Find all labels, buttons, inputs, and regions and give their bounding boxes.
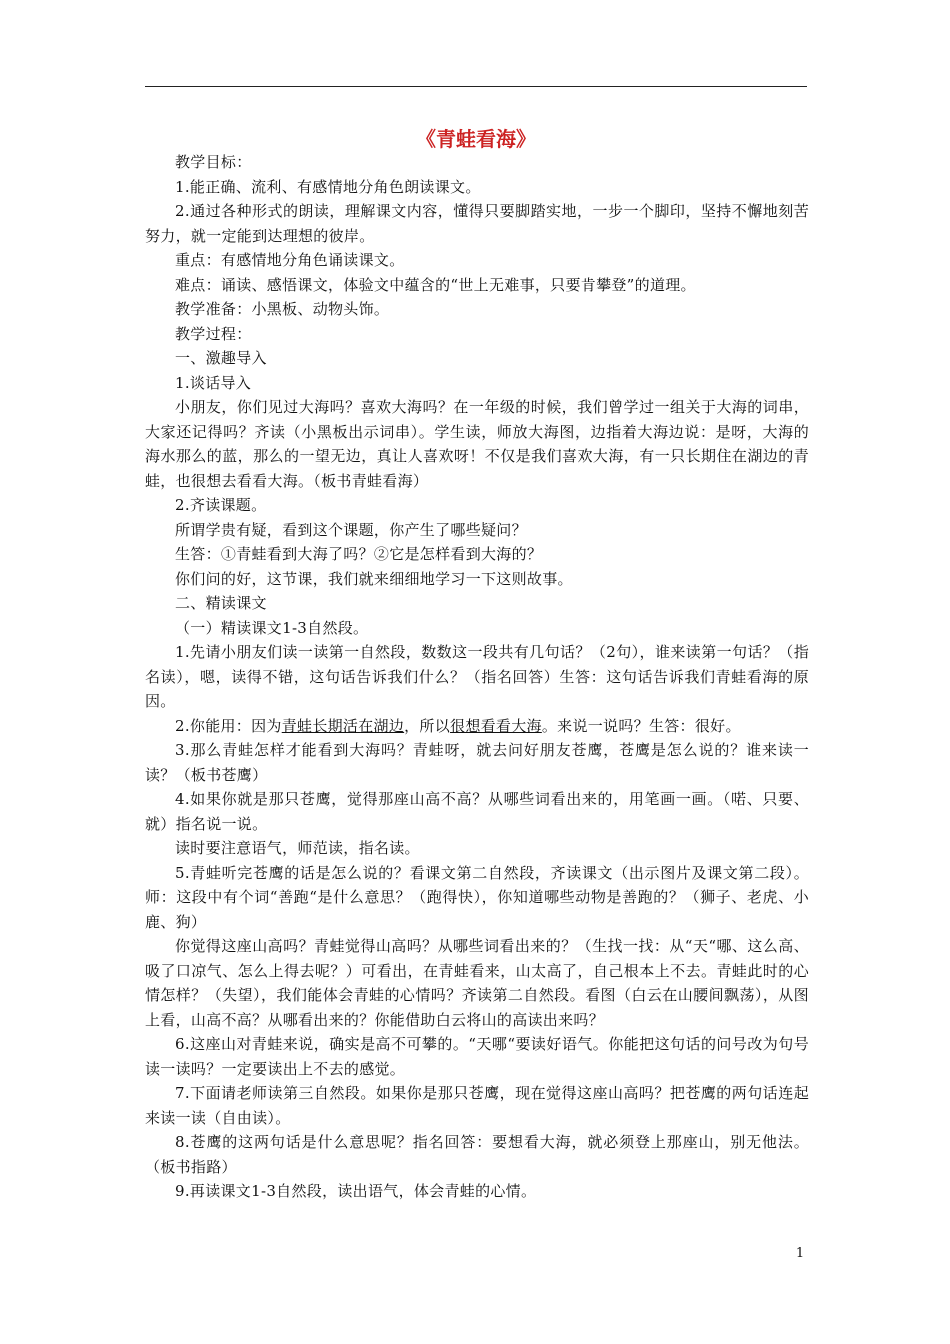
page-number: 1: [795, 1246, 805, 1261]
paragraph: 教学目标：: [175, 153, 252, 171]
document-body: [145, 150, 809, 1204]
section-heading: 一、激趣导入: [175, 349, 267, 367]
header-rule: [145, 86, 807, 87]
paragraph: 你觉得这座山高吗？青蛙觉得山高吗？从哪些词看出来的？（生找一找：从“天“哪、这么高、吸了口凉气、怎么上得去呢？）可看出，在青蛙看来，山太高了，自己根本上不去。青蛙此时的心情怎样？（失望），我们能体会青蛙的心情吗？齐读第二自然段。看图（白云在山腰间飘荡），从图上看，山高不高？从哪看出来的？你能借助白云将山的高读出来吗？: [145, 937, 809, 1029]
paragraph: 小朋友，你们见过大海吗？喜欢大海吗？在一年级的时候，我们曾学过一组关于大海的词串，大家还记得吗？齐读（小黑板出示词串）。学生读，师放大海图，边指着大海边说：是呀，大海的海水那么的蓝，那么的一望无边，真让人喜欢呀！不仅是我们喜欢大海，有一只长期住在湖边的青蛙，也很想去看看大海。（板书青蛙看海）: [145, 398, 809, 490]
paragraph: 7.下面请老师读第三自然段。如果你是那只苍鹰，现在觉得这座山高吗？把苍鹰的两句话连起来读一读（自由读）。: [145, 1084, 809, 1127]
paragraph: 教学准备：小黑板、动物头饰。: [175, 300, 390, 318]
paragraph: 生答：①青蛙看到大海了吗？②它是怎样看到大海的？: [175, 545, 543, 563]
text-run: 2.你能用：因为: [175, 716, 282, 735]
document-title: 《青蛙看海》: [416, 127, 536, 151]
paragraph: 4.如果你就是那只苍鹰，觉得那座山高不高？从哪些词看出来的，用笔画一画。（喏、只要、就）指名说一说。: [145, 790, 809, 833]
paragraph: 教学过程：: [175, 324, 252, 343]
paragraph: 1.先请小朋友们读一读第一自然段，数数这一段共有几句话？（2句），谁来读第一句话？（指名读），嗯，读得不错，这句话告诉我们什么？（指名回答）生答：这句话告诉我们青蛙看海的原因。: [145, 643, 809, 710]
paragraph: 2.齐读课题。: [175, 496, 267, 514]
paragraph: 你们问的好，这节课，我们就来细细地学习一下这则故事。: [175, 569, 573, 588]
paragraph: 所谓学贵有疑，看到这个课题，你产生了哪些疑问？: [175, 520, 527, 539]
paragraph: 2.通过各种形式的朗读，理解课文内容，懂得只要脚踏实地，一步一个脚印，坚持不懈地刻苦努力，就一定能到达理想的彼岸。: [145, 202, 809, 245]
paragraph: 3.那么青蛙怎样才能看到大海吗？青蛙呀，就去问好朋友苍鹰，苍鹰是怎么说的？谁来读一读？（板书苍鹰）: [145, 741, 809, 784]
paragraph: [145, 714, 809, 739]
paragraph: 9.再读课文1-3自然段，读出语气，体会青蛙的心情。: [175, 1182, 537, 1200]
text-run: ，所以: [404, 716, 451, 735]
paragraph: 1.能正确、流利、有感情地分角色朗读课文。: [175, 177, 481, 196]
paragraph: 8.苍鹰的这两句话是什么意思呢？指名回答：要想看大海，就必须登上那座山，别无他法。（板书指路）: [145, 1133, 809, 1176]
paragraph: 6.这座山对青蛙来说，确实是高不可攀的。“天哪“要读好语气。你能把这句话的问号改为句号读一读吗？一定要读出上不去的感觉。: [145, 1035, 809, 1078]
paragraph: 1.谈话导入: [175, 373, 252, 392]
paragraph: 难点：诵读、感悟课文，体验文中蕴含的“世上无难事，只要肯攀登”的道理。: [175, 275, 696, 294]
paragraph: （一）精读课文1-3自然段。: [175, 618, 369, 637]
underlined-text: 青蛙长期活在湖边: [281, 716, 405, 735]
text-run: 。来说一说吗？生答：很好。: [541, 716, 741, 735]
paragraph: 重点：有感情地分角色诵读课文。: [175, 251, 405, 269]
section-heading: 二、精读课文: [175, 594, 267, 612]
paragraph: 5.青蛙听完苍鹰的话是怎么说的？看课文第二自然段，齐读课文（出示图片及课文第二段）。师：这段中有个词“善跑“是什么意思？（跑得快），你知道哪些动物是善跑的？（狮子、老虎、小鹿、狗）: [145, 863, 809, 931]
underlined-text: 很想看看大海: [450, 716, 542, 735]
paragraph: 读时要注意语气，师范读，指名读。: [175, 839, 420, 857]
